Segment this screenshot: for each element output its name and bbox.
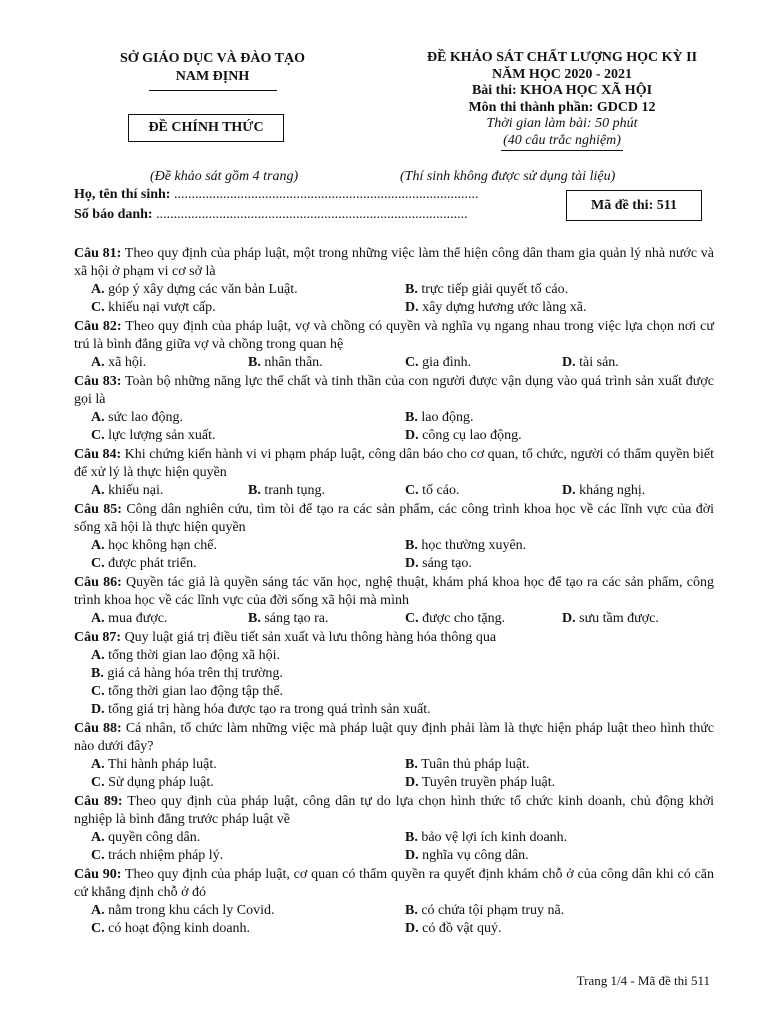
question-number: Câu 81: [74,246,122,261]
option-text: xây dựng hương ước làng xã. [418,300,587,315]
option-letter: D. [405,848,419,863]
question-stem [74,574,714,610]
option-letter: D. [405,775,419,790]
answer-option [91,409,405,427]
option-text: sức lao động. [104,410,183,425]
option-letter: B. [405,830,418,845]
candidate-id-label: Số báo danh: [74,207,153,222]
time-allowed: Thời gian làm bài: 50 phút [486,116,638,131]
official-exam-badge: ĐỀ CHÍNH THỨC [128,114,284,142]
option-text: sáng tạo. [418,556,472,571]
question-text: Theo quy định của pháp luật, một trong những việc làm thể hiện công dân tham gia quản lý nhà nước và xã hội ở phạm vi cơ sở là [74,246,715,279]
option-text: tổng thời gian lao động xã hội. [104,648,281,663]
question-text: Toàn bộ những năng lực thể chất và tinh thần của con người được vận dụng vào quá trình sản xuất được gọi là [74,374,714,407]
option-letter: A. [91,355,105,370]
answer-option [248,354,405,372]
question-stem [74,245,714,281]
question-number: Câu 86: [74,575,122,590]
question-stem [74,373,714,409]
question-block [74,245,714,317]
question-stem [74,720,714,756]
answer-option [91,427,405,445]
question-number: Câu 83: [74,374,122,389]
option-letter: B. [91,666,104,681]
answer-option [91,774,405,792]
answer-options [74,902,714,938]
question-stem [74,793,714,829]
option-letter: C. [91,428,105,443]
option-letter: C. [91,775,105,790]
question-number: Câu 88: [74,721,122,736]
question-number: Câu 89: [74,794,123,809]
question-block [74,501,714,573]
option-letter: D. [562,611,576,626]
answer-option [91,920,405,938]
question-number: Câu 90: [74,867,122,882]
question-text: Quyền tác giả là quyền sáng tác văn học, nghệ thuật, khám phá khoa học để tạo ra các sản phẩm, công trình khoa học về các lĩnh vực của đời sống xã hội mà mình [74,575,714,608]
question-number: Câu 85: [74,502,122,517]
answer-option [405,610,562,628]
option-text: góp ý xây dựng các văn bản Luật. [104,282,298,297]
answer-option [91,555,405,573]
option-letter: A. [91,282,105,297]
option-letter: B. [405,410,418,425]
option-letter: D. [405,300,419,315]
candidate-id-line [74,207,468,223]
option-letter: C. [405,611,419,626]
answer-options [74,647,714,719]
option-text: có chứa tội phạm truy nã. [417,903,565,918]
answer-options [74,482,714,500]
option-letter: C. [91,556,105,571]
option-text: nằm trong khu cách ly Covid. [104,903,275,918]
question-list [74,245,714,939]
option-letter: C. [91,921,105,936]
answer-option [91,299,405,317]
option-text: tổng thời gian lao động tập thể. [104,684,284,699]
answer-option [562,610,719,628]
question-text: Theo quy định của pháp luật, cơ quan có thẩm quyền ra quyết định khám chỗ ở của công dân khi có căn cứ khẳng định chỗ ở đó [74,867,715,900]
answer-option [405,902,719,920]
answer-option [405,427,719,445]
question-number: Câu 82: [74,319,122,334]
option-letter: C. [405,483,419,498]
option-letter: D. [405,556,419,571]
question-block [74,866,714,938]
option-letter: A. [91,830,105,845]
answer-option [91,537,405,555]
option-text: giá cả hàng hóa trên thị trường. [103,666,283,681]
answer-option [91,665,714,683]
option-text: xã hội. [104,355,147,370]
school-year: NĂM HỌC 2020 - 2021 [492,66,632,82]
candidate-name-field: ....................................................................................... [170,187,479,202]
option-text: khiếu nại vượt cấp. [104,300,216,315]
option-letter: C. [91,848,105,863]
answer-option [91,683,714,701]
option-letter: A. [91,538,105,553]
question-stem [74,446,714,482]
exam-title: ĐỀ KHẢO SÁT CHẤT LƯỢNG HỌC KỲ II [426,50,698,65]
option-letter: A. [91,903,105,918]
no-materials-note: (Thí sinh không được sử dụng tài liệu) [400,169,616,184]
answer-option [405,299,719,317]
answer-option [248,482,405,500]
option-letter: B. [248,355,261,370]
option-text: được cho tặng. [418,611,506,626]
answer-option [405,829,719,847]
candidate-id-field: ......................................................................................... [152,207,468,222]
option-letter: C. [91,684,105,699]
answer-options [74,537,714,573]
option-text: công cụ lao động. [418,428,522,443]
answer-option [405,281,719,299]
answer-option [91,829,405,847]
option-letter: B. [248,483,261,498]
answer-option [405,774,719,792]
answer-option [91,902,405,920]
option-text: bảo vệ lợi ích kinh doanh. [417,830,568,845]
option-letter: B. [248,611,261,626]
answer-option [405,555,719,573]
candidate-name-label: Họ, tên thí sinh: [74,187,171,202]
department-header [90,50,335,91]
option-letter: A. [91,648,105,663]
question-text: Cá nhân, tổ chức làm những việc mà pháp luật quy định phải làm là thực hiện pháp luật theo hình thức nào dưới đây? [74,721,714,754]
department-name: SỞ GIÁO DỤC VÀ ĐÀO TẠO [119,51,305,66]
option-letter: A. [91,483,105,498]
answer-option [405,354,562,372]
option-letter: B. [405,538,418,553]
question-stem [74,501,714,537]
option-text: tổng giá trị hàng hóa được tạo ra trong quá trình sản xuất. [104,702,431,717]
option-text: học không hạn chế. [104,538,217,553]
answer-options [74,829,714,865]
answer-option [91,354,248,372]
province-name: NAM ĐỊNH [175,69,250,84]
option-letter: D. [405,428,419,443]
answer-option [405,537,719,555]
answer-option [405,756,719,774]
answer-option [405,847,719,865]
option-text: nghĩa vụ công dân. [418,848,529,863]
answer-options [74,756,714,792]
question-block [74,574,714,628]
option-text: trách nhiệm pháp lý. [104,848,224,863]
option-text: Tuân thủ pháp luật. [417,757,530,772]
exam-code-badge: Mã đề thi: 511 [566,190,702,221]
option-letter: D. [405,921,419,936]
answer-option [91,756,405,774]
option-text: tranh tụng. [260,483,325,498]
option-text: sưu tầm được. [575,611,659,626]
subject-name: Môn thi thành phần: GDCD 12 [468,99,656,115]
option-text: tài sản. [575,355,619,370]
answer-option [405,482,562,500]
exam-title-block [395,50,729,151]
question-text: Quy luật giá trị điều tiết sản xuất và lưu thông hàng hóa thông qua [121,630,497,645]
question-block [74,446,714,500]
question-block [74,629,714,719]
page-footer: Trang 1/4 - Mã đề thi 511 [576,973,710,988]
answer-option [91,610,248,628]
option-text: gia đình. [418,355,472,370]
answer-option [91,482,248,500]
option-text: Tuyên truyền pháp luật. [418,775,556,790]
answer-option [91,647,714,665]
option-letter: B. [405,903,418,918]
answer-option [248,610,405,628]
answer-options [74,610,714,628]
option-letter: B. [405,757,418,772]
question-block [74,318,714,372]
answer-options [74,354,714,372]
option-text: khiếu nại. [104,483,164,498]
question-stem [74,318,714,354]
option-text: lao động. [417,410,474,425]
answer-option [562,354,719,372]
question-number: Câu 87: [74,630,122,645]
answer-options [74,409,714,445]
option-text: sáng tạo ra. [260,611,329,626]
option-text: nhân thân. [260,355,323,370]
option-letter: D. [91,702,105,717]
option-text: được phát triển. [104,556,197,571]
question-block [74,793,714,865]
candidate-name-line [74,187,478,203]
question-count: (40 câu trắc nghiệm) [501,133,623,152]
option-text: có hoạt động kinh doanh. [104,921,251,936]
page-count-note: (Đề khảo sát gồm 4 trang) [150,169,299,184]
answer-option [562,482,719,500]
answer-option [405,409,719,427]
option-text: trực tiếp giải quyết tố cáo. [417,282,569,297]
option-letter: C. [91,300,105,315]
option-text: Thi hành pháp luật. [104,757,217,772]
option-text: học thường xuyên. [417,538,527,553]
option-text: quyền công dân. [104,830,201,845]
option-letter: B. [405,282,418,297]
option-letter: D. [562,355,576,370]
answer-option [405,920,719,938]
question-text: Theo quy định của pháp luật, vợ và chồng có quyền và nghĩa vụ ngang nhau trong việc lựa chọn nơi cư trú là bình đẳng giữa vợ và chồng trong quan hệ [74,319,714,352]
option-letter: A. [91,611,105,626]
question-stem [74,866,714,902]
option-text: lực lượng sản xuất. [104,428,216,443]
answer-option [91,847,405,865]
answer-options [74,281,714,317]
answer-option [91,281,405,299]
option-text: có đồ vật quý. [418,921,502,936]
question-text: Khi chứng kiến hành vi vi phạm pháp luật, công dân báo cho cơ quan, tổ chức, người có thẩm quyền biết để xử lý là thực hiện quyền [74,447,714,480]
option-letter: A. [91,410,105,425]
option-text: Sử dụng pháp luật. [104,775,214,790]
question-block [74,720,714,792]
option-letter: C. [405,355,419,370]
option-text: mua được. [104,611,168,626]
question-block [74,373,714,445]
question-text: Theo quy định của pháp luật, công dân tự do lựa chọn hình thức tổ chức kinh doanh, chủ động khởi nghiệp là bình đẳng trước pháp luật về [74,794,714,827]
exam-name: Bài thi: KHOA HỌC XÃ HỘI [471,83,653,98]
header-divider [149,90,277,91]
question-number: Câu 84: [74,447,122,462]
question-stem [74,629,714,647]
option-text: tố cáo. [418,483,460,498]
option-text: kháng nghị. [575,483,646,498]
answer-option [91,701,714,719]
option-letter: A. [91,757,105,772]
question-text: Công dân nghiên cứu, tìm tòi để tạo ra các sản phẩm, các công trình khoa học về các lĩnh vực của đời sống xã hội là thực hiện quyền [74,502,714,535]
option-letter: D. [562,483,576,498]
